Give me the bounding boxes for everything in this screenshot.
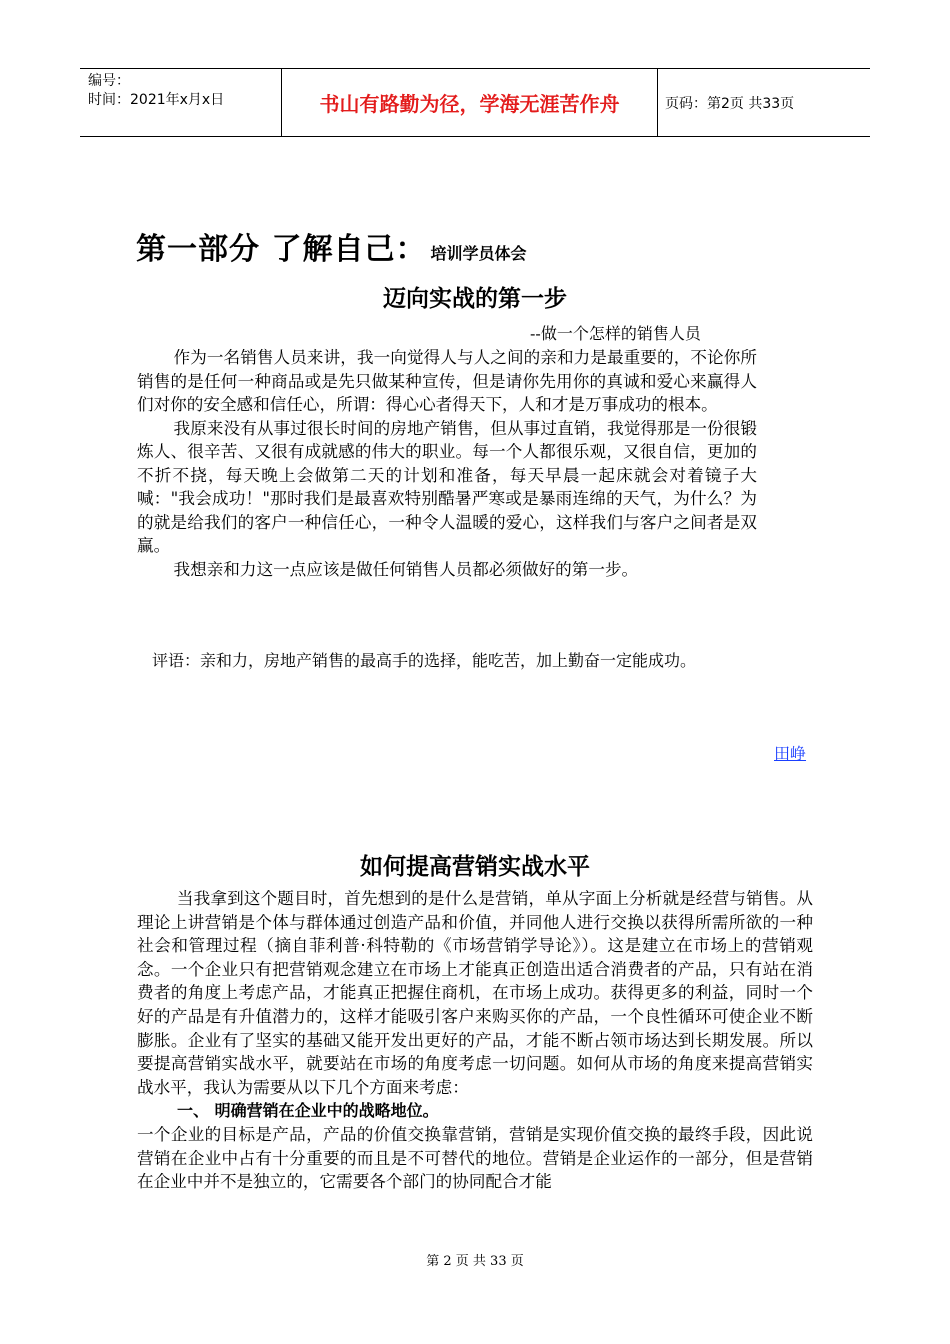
author-link[interactable]: 田峥 xyxy=(774,744,807,763)
article1-subtitle: --做一个怎样的销售人员 xyxy=(530,324,701,343)
page-footer: 第 2 页 共 33 页 xyxy=(426,1254,524,1269)
header-motto: 书山有路勤为径，学海无涯苦作舟 xyxy=(282,69,658,136)
header-meta xyxy=(80,69,282,136)
article1-paragraph: 作为一名销售人员来讲，我一向觉得人与人之间的亲和力是最重要的，不论你所销售的是任何一种商品或是先只做某种宣传，但是请你先用你的真诚和爱心来赢得人们对你的安全感和信任心，所谓：得心心者得天下，人和才是万事成功的根本。 xyxy=(137,348,757,414)
article2-body xyxy=(137,887,813,1194)
time-label: 时间：2021年x月x日 xyxy=(88,92,225,108)
article1-body xyxy=(137,346,757,581)
article2-title: 如何提高营销实战水平 xyxy=(360,854,590,880)
header-page-info: 页码：第2页 共33页 xyxy=(665,95,795,112)
article1-paragraph: 我想亲和力这一点应该是做任何销售人员都必须做好的第一步。 xyxy=(173,559,639,579)
article2-intro: 当我拿到这个题目时，首先想到的是什么是营销，单从字面上分析就是经营与销售。从理论上讲营销是个体与群体通过创造产品和价值，并同他人进行交换以获得所需所欲的一种社会和管理过程（摘自菲利普·科特勒的《市场营销学导论》）。这是建立在市场上的营销观念。一个企业只有把营销观念建立在市场上才能真正创造出适合消费者的产品，只有站在消费者的角度上考虑产品，才能真正把握住商机，在市场上成功。获得更多的利益，同时一个好的产品是有升值潜力的，这样才能吸引客户来购买你的产品，一个良性循环可使企业不断膨胀。企业有了坚实的基础又能开发出更好的产品，才能不断占领市场达到长期发展。所以要提高营销实战水平，就要站在市场的角度考虑一切问题。如何从市场的角度来提高营销实战水平，我认为需要从以下几个方面来考虑： xyxy=(137,889,813,1097)
part-title-main: 第一部分 了解自己： xyxy=(136,232,427,267)
part-title-sub: 培训学员体会 xyxy=(430,244,527,263)
article1-title: 迈向实战的第一步 xyxy=(383,286,567,312)
article1-paragraph: 我原来没有从事过很长时间的房地产销售，但从事过直销，我觉得那是一份很锻炼人、很辛苦、又很有成就感的伟大的职业。每一个人都很乐观，又很自信，更加的不折不挠，每天晚上会做第二天的计划和准备，每天早晨一起床就会对着镜子大喊："我会成功！"那时我们是最喜欢特别酷暑严寒或是暴雨连绵的天气，为什么？为的就是给我们的客户一种信任心，一种令人温暖的爱心，这样我们与客户之间者是双赢。 xyxy=(137,418,757,555)
article2-paragraph: 一个企业的目标是产品，产品的价值交换靠营销，营销是实现价值交换的最终手段，因此说营销在企业中占有十分重要的而且是不可替代的地位。营销是企业运作的一部分，但是营销在企业中并不是独立的，它需要各个部门的协同配合才能 xyxy=(137,1124,813,1192)
article1-comment: 评语：亲和力，房地产销售的最高手的选择，能吃苦，加上勤奋一定能成功。 xyxy=(152,651,697,670)
article2-heading: 一、 明确营销在企业中的战略地位。 xyxy=(177,1101,439,1121)
document-header xyxy=(80,68,870,137)
number-label: 编号： xyxy=(88,73,130,89)
part-title xyxy=(136,224,526,268)
